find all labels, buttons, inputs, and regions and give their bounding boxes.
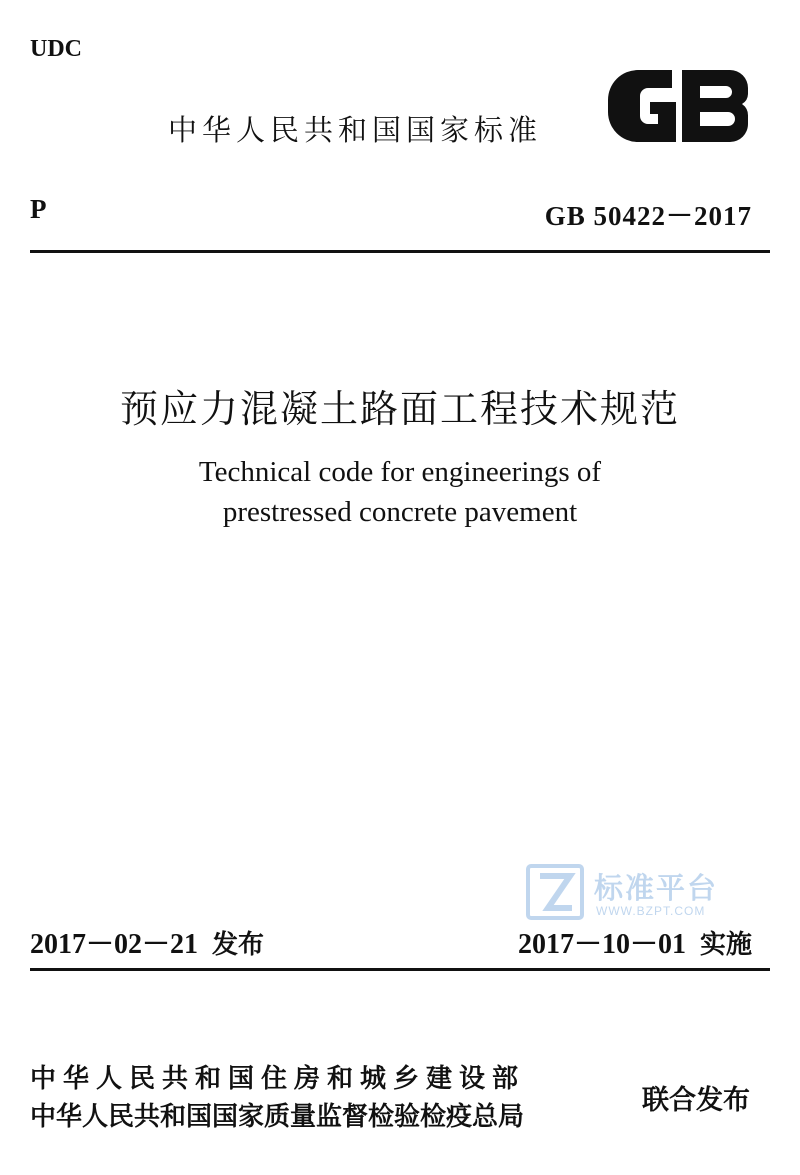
watermark-text: 标准平台: [594, 871, 719, 905]
title-english-line2: prestressed concrete pavement: [222, 496, 578, 528]
title-chinese: 预应力混凝土路面工程技术规范: [119, 387, 680, 431]
implement-date-value: 2017－10－01: [517, 929, 686, 960]
issuer-aqsiq: 中华人民共和国国家质量监督检验检疫总局: [30, 1102, 525, 1132]
watermark: [526, 864, 736, 922]
gb-logo-text: GB: [602, 66, 604, 67]
issuer-ministry: 中华人民共和国住房和城乡建设部: [30, 1064, 526, 1094]
top-divider: [30, 250, 770, 253]
implement-date: [518, 922, 752, 962]
standard-type: 中华人民共和国国家标准: [168, 113, 543, 147]
watermark-url: WWW.BZPT.COM: [596, 904, 706, 918]
bz-logo-icon: [526, 864, 584, 920]
joint-issue-label: 联合发布: [642, 1085, 750, 1116]
implement-label: 实施: [699, 930, 752, 960]
classification-code: P: [30, 194, 47, 224]
title-english-line1: Technical code for engineerings of: [198, 456, 602, 488]
issue-date-value: 2017－02－21: [30, 929, 199, 960]
udc-label: UDC: [30, 36, 82, 62]
title-english: [0, 452, 800, 532]
bottom-divider: [30, 968, 770, 971]
standard-number: GB 50422－2017: [544, 201, 752, 231]
gb-logo: [602, 66, 752, 146]
issue-label: 发布: [212, 930, 265, 960]
issue-date: [30, 922, 264, 962]
